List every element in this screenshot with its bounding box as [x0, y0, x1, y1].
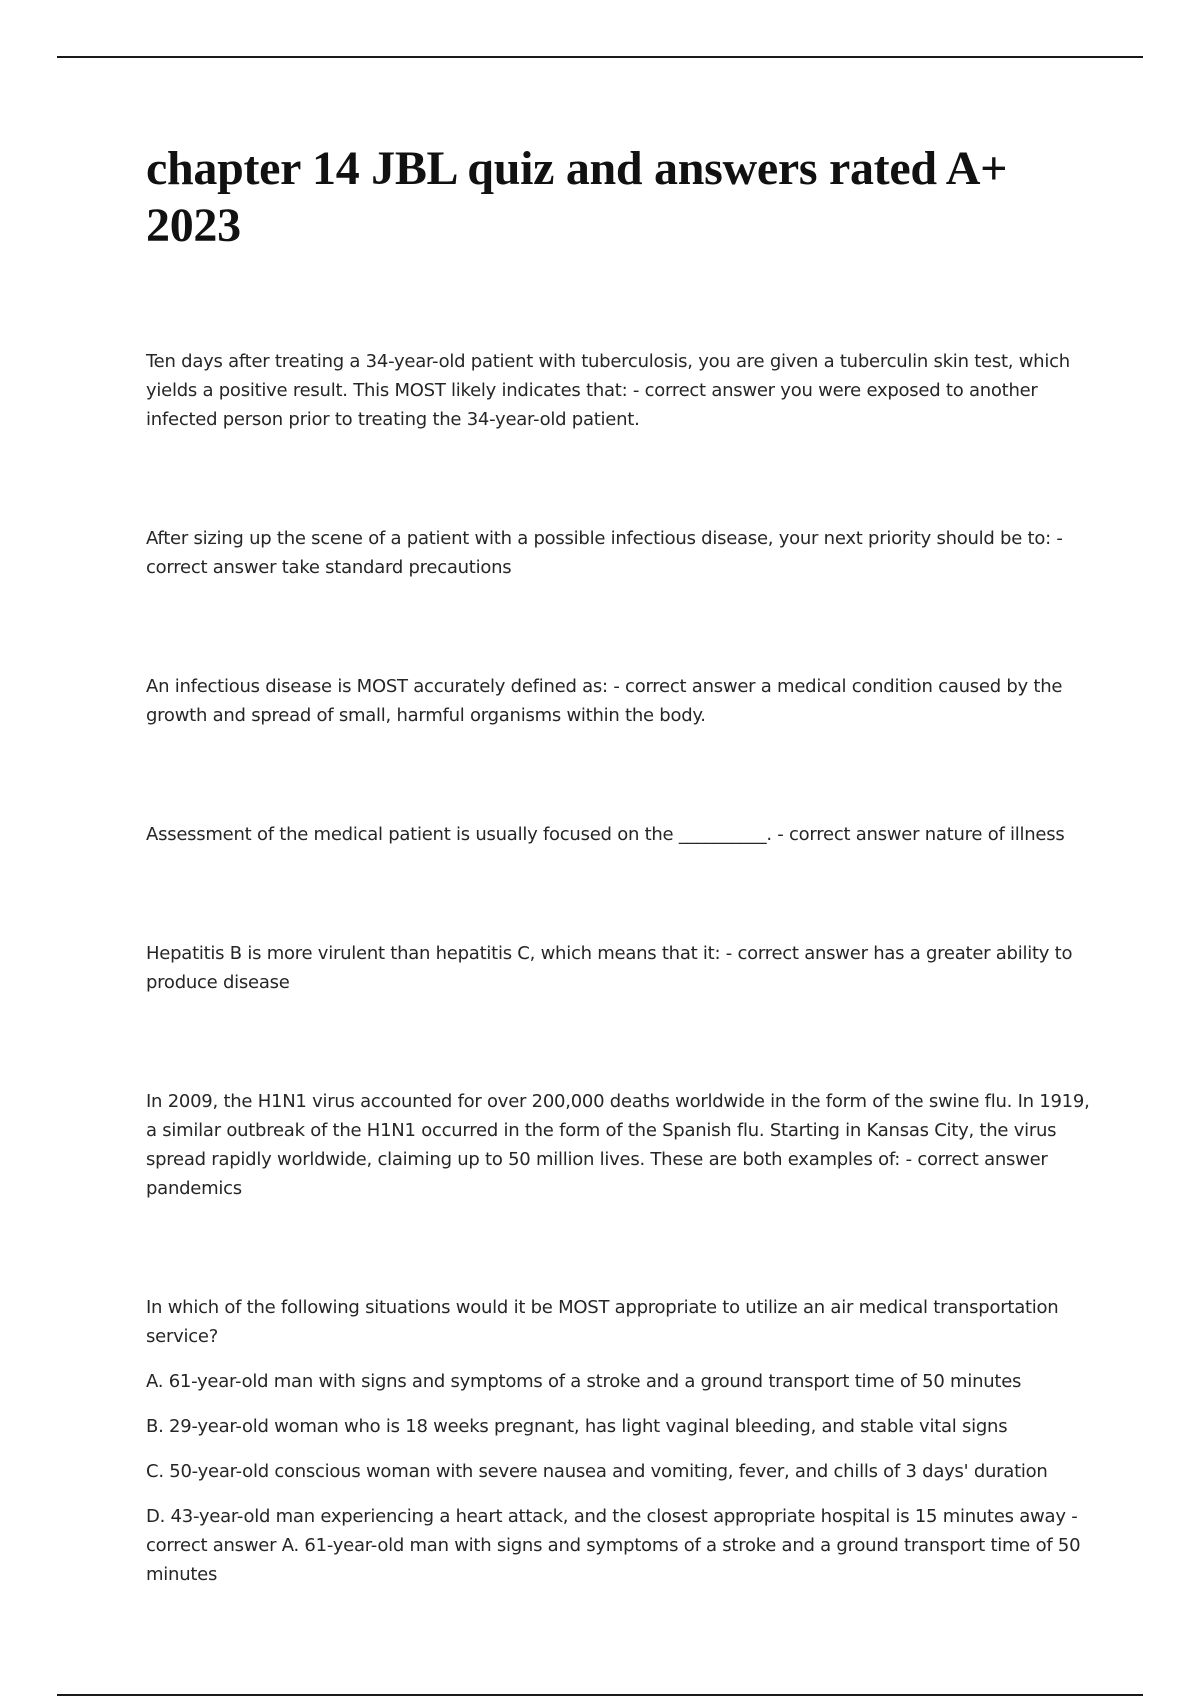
qa-text: An infectious disease is MOST accurately defined as: - correct answer a medical condition caused by the growth and spread of small, harmful organisms within the body.: [146, 676, 1063, 726]
option-d-with-answer: D. 43-year-old man experiencing a heart attack, and the closest appropriate hospital is 15 minutes away - correct answer A. 61-year-old man with signs and symptoms of a stroke and a ground transport time of 50 minutes: [146, 1506, 1081, 1585]
qa-text: Hepatitis B is more virulent than hepatitis C, which means that it: - correct answer has a greater ability to produce disease: [146, 943, 1073, 993]
qa-item: [146, 820, 1096, 849]
option-a: A. 61-year-old man with signs and symptoms of a stroke and a ground transport time of 50 minutes: [146, 1371, 1022, 1392]
qa-item: [146, 524, 1096, 582]
option-c: C. 50-year-old conscious woman with severe nausea and vomiting, fever, and chills of 3 days' duration: [146, 1461, 1048, 1482]
question-stem: In which of the following situations would it be MOST appropriate to utilize an air medical transportation service?: [146, 1297, 1059, 1347]
qa-item: [146, 939, 1096, 997]
qa-text: Ten days after treating a 34-year-old patient with tuberculosis, you are given a tuberculin skin test, which yields a positive result. This MOST likely indicates that: - correct answer you were exposed to another infected person prior to treating the 34-year-old patient.: [146, 351, 1070, 430]
qa-item: [146, 672, 1096, 730]
qa-text: In 2009, the H1N1 virus accounted for over 200,000 deaths worldwide in the form of the swine flu. In 1919, a similar outbreak of the H1N1 occurred in the form of the Spanish flu. Starting in Kansas City, the virus spread rapidly worldwide, claiming up to 50 million lives. These are both examples of: - correct answer pandemics: [146, 1091, 1090, 1199]
qa-list: [146, 347, 1096, 1589]
top-rule: [57, 56, 1143, 58]
qa-item: [146, 1087, 1096, 1203]
qa-item-multiple-choice: [146, 1293, 1096, 1589]
qa-text: After sizing up the scene of a patient with a possible infectious disease, your next priority should be to: - correct answer take standard precautions: [146, 528, 1063, 578]
qa-item: [146, 347, 1096, 434]
qa-text: Assessment of the medical patient is usually focused on the __________. - correct answer nature of illness: [146, 824, 1065, 845]
document-body: [146, 140, 1096, 1589]
option-b: B. 29-year-old woman who is 18 weeks pregnant, has light vaginal bleeding, and stable vital signs: [146, 1416, 1008, 1437]
bottom-rule: [57, 1694, 1143, 1696]
page-title: chapter 14 JBL quiz and answers rated A+ 2023: [146, 142, 1008, 252]
